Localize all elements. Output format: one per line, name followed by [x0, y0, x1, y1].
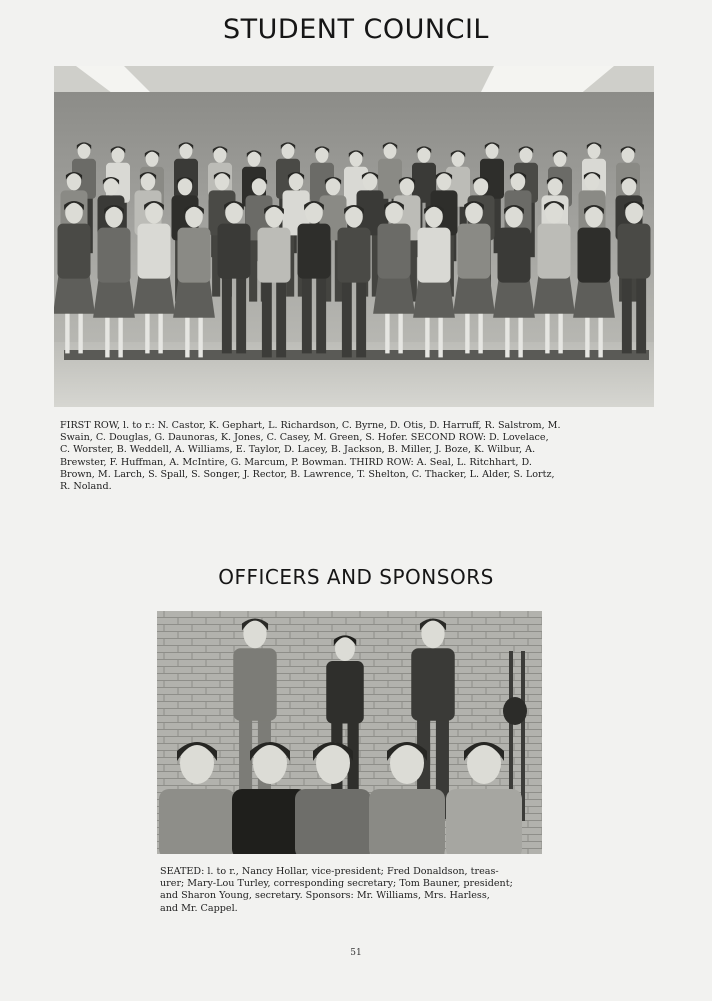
- caption-line: and Sharon Young, secretary. Sponsors: Mr. Williams, Mrs. Harless,: [160, 890, 490, 902]
- page-title: STUDENT COUNCIL: [223, 14, 489, 45]
- officers-photo-illustration: [157, 611, 542, 854]
- caption-line: Brown, M. Larch, S. Spall, S. Songer, J. Rector, B. Lawrence, T. Shelton, C. Thacker, L. Alder, S. Lortz,: [60, 468, 555, 480]
- officers-caption: [160, 866, 562, 915]
- student-council-photo-illustration: [54, 66, 654, 407]
- caption-line: FIRST ROW, l. to r.: N. Castor, K. Gephart, L. Richardson, C. Byrne, D. Otis, D. Harruff, R. Salstrom, M.: [60, 420, 561, 431]
- caption-line: Brewster, F. Huffman, A. McIntire, G. Marcum, P. Bowman. THIRD ROW: A. Seal, L. Ritchhart, D.: [60, 456, 532, 468]
- caption-line: SEATED: l. to r., Nancy Hollar, vice-president; Fred Donaldson, treas-: [160, 866, 499, 877]
- student-council-photo: [54, 66, 654, 407]
- page-number: 51: [350, 948, 362, 958]
- caption-line: urer; Mary-Lou Turley, corresponding secretary; Tom Bauner, president;: [160, 878, 513, 890]
- officers-and-sponsors-photo: [157, 611, 542, 854]
- student-council-caption: [60, 420, 642, 493]
- caption-line: C. Worster, B. Weddell, A. Williams, E. Taylor, D. Lacey, B. Jackson, B. Miller, J. Boze, K. Wilbur, A.: [60, 444, 536, 456]
- caption-line: and Mr. Cappel.: [160, 902, 238, 914]
- caption-line: Swain, C. Douglas, G. Daunoras, K. Jones, C. Casey, M. Green, S. Hofer. SECOND ROW: D. Lovelace,: [60, 432, 549, 444]
- caption-line: R. Noland.: [60, 481, 112, 493]
- section-title: OFFICERS AND SPONSORS: [218, 565, 494, 589]
